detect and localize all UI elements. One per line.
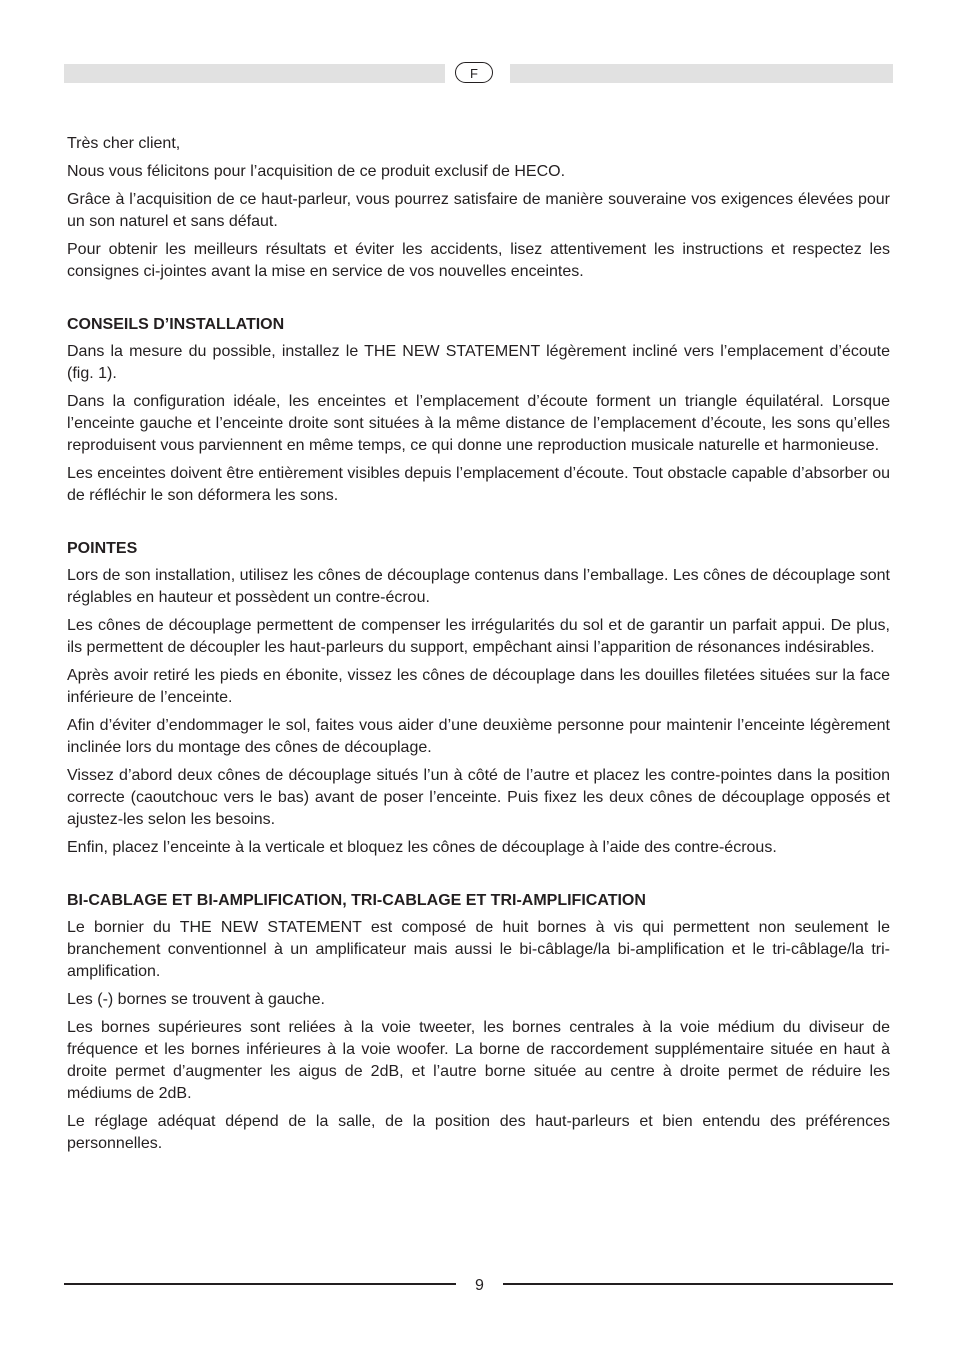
section-paragraph: Les bornes supérieures sont reliées à la voie tweeter, les bornes centrales à la voie médium du diviseur de fréquence et les bornes inférieures à la voie woofer. La borne de raccordement supplémentaire située en haut à droite permet d’augmenter les aigus de 2dB, et l’autre borne située au centre à droite permet de réduire les médiums de 2dB. — [67, 1019, 890, 1102]
intro-paragraph: Pour obtenir les meilleurs résultats et éviter les accidents, lisez attentivement les instructions et respectez les consignes ci-jointes avant la mise en service de vos nouvelles enceintes. — [67, 241, 890, 280]
section-paragraph: Dans la configuration idéale, les enceintes et l’emplacement d’écoute forment un triangle équilatéral. Lorsque l’enceinte gauche et l’enceinte droite sont situées à la même distance de l’emplacement d’écoute, les sons qu’elles reproduisent vous parviennent en même temps, ce qui donne une reproduction musicale naturelle et harmonieuse. — [67, 393, 890, 454]
language-badge: F — [455, 62, 493, 83]
section-paragraph: Dans la mesure du possible, installez le THE NEW STATEMENT légèrement incliné vers l’emplacement d’écoute (fig. 1). — [67, 343, 890, 382]
footer-rule-left — [64, 1283, 456, 1285]
header-bar-right — [510, 64, 893, 83]
document-body — [67, 133, 890, 1161]
page-number: 9 — [475, 1277, 484, 1294]
section-paragraph: Le réglage adéquat dépend de la salle, de la position des haut-parleurs et bien entendu des préférences personnelles. — [67, 1113, 890, 1152]
section-bi-cablage — [67, 890, 890, 1155]
intro-paragraph: Nous vous félicitons pour l’acquisition de ce produit exclusif de HECO. — [67, 163, 566, 180]
section-installation — [67, 314, 890, 507]
section-title: CONSEILS D’INSTALLATION — [67, 316, 285, 333]
section-title: POINTES — [67, 540, 138, 557]
intro-paragraph: Grâce à l’acquisition de ce haut-parleur, vous pourrez satisfaire de manière souveraine vos exigences élevées pour un son naturel et sans défaut. — [67, 191, 890, 230]
section-paragraph: Les enceintes doivent être entièrement visibles depuis l’emplacement d’écoute. Tout obstacle capable d’absorber ou de réfléchir le son déformera les sons. — [67, 465, 890, 504]
section-paragraph: Les (-) bornes se trouvent à gauche. — [67, 991, 325, 1008]
intro-greeting: Très cher client, — [67, 135, 181, 152]
section-paragraph: Les cônes de découplage permettent de compenser les irrégularités du sol et de garantir un parfait appui. De plus, ils permettent de découpler les haut-parleurs du support, empêchant ainsi l’apparition de résonances indésirables. — [67, 617, 890, 656]
section-pointes — [67, 538, 890, 859]
section-paragraph: Le bornier du THE NEW STATEMENT est composé de huit bornes à vis qui permettent non seulement le branchement conventionnel à un amplificateur mais aussi le bi-câblage/la bi-amplification et le tri-câblage/la tri-amplification. — [67, 919, 890, 980]
header-bar-left — [64, 64, 445, 83]
section-paragraph: Après avoir retiré les pieds en ébonite, vissez les cônes de découplage dans les douilles filetées situées sur la face inférieure de l’enceinte. — [67, 667, 890, 706]
footer-rule-right — [503, 1283, 893, 1285]
section-paragraph: Enfin, placez l’enceinte à la verticale et bloquez les cônes de découplage à l’aide des contre-écrous. — [67, 839, 777, 856]
section-paragraph: Afin d’éviter d’endommager le sol, faites vous aider d’une deuxième personne pour maintenir l’enceinte légèrement inclinée lors du montage des cônes de découplage. — [67, 717, 890, 756]
section-paragraph: Vissez d’abord deux cônes de découplage situés l’un à côté de l’autre et placez les contre-pointes dans la position correcte (caoutchouc vers le bas) avant de poser l’enceinte. Puis fixez les deux cônes de découplage opposés et ajustez-les selon les besoins. — [67, 767, 890, 828]
section-title: BI-CABLAGE ET BI-AMPLIFICATION, TRI-CABLAGE ET TRI-AMPLIFICATION — [67, 892, 646, 909]
section-paragraph: Lors de son installation, utilisez les cônes de découplage contenus dans l’emballage. Les cônes de découplage sont réglables en hauteur et possèdent un contre-écrou. — [67, 567, 890, 606]
